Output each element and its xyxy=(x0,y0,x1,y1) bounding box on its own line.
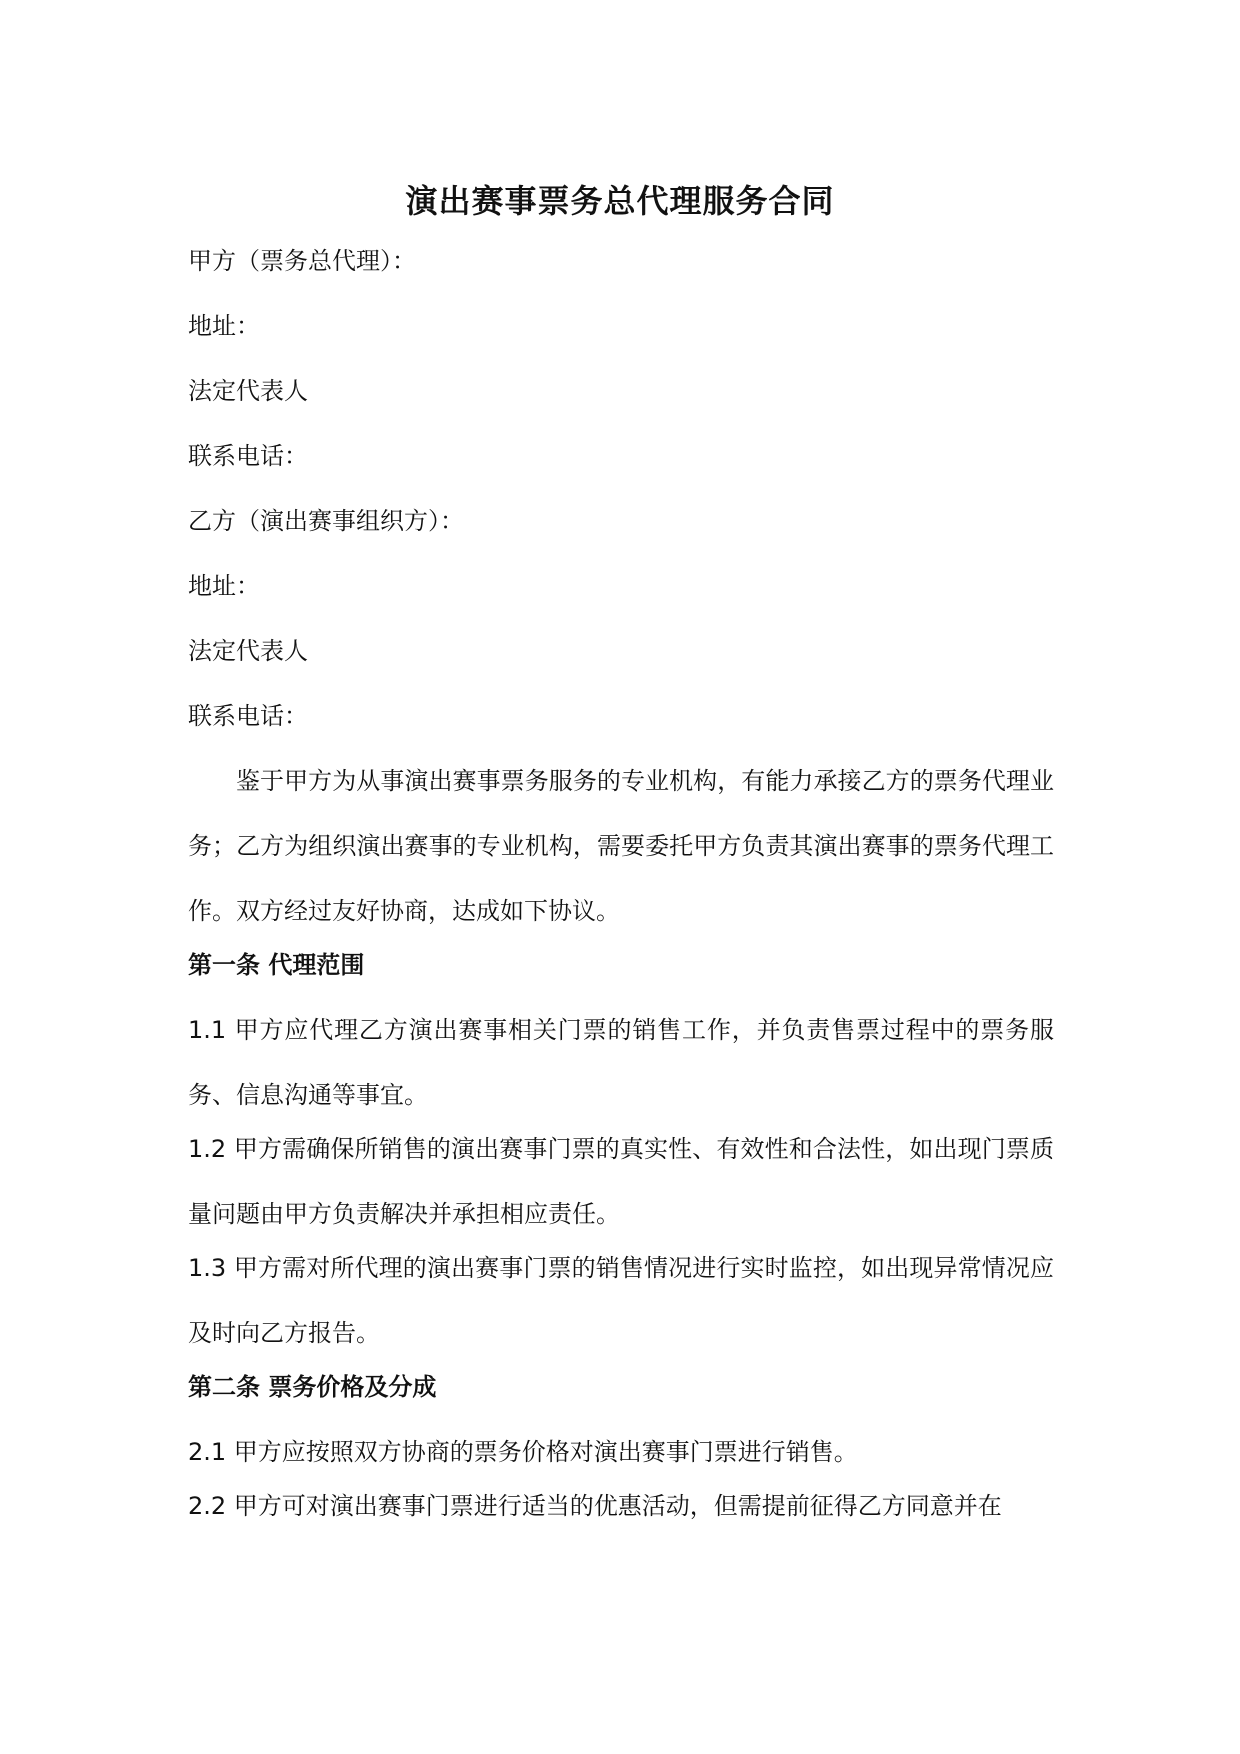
clause-2-1: 2.1 甲方应按照双方协商的票务价格对演出赛事门票进行销售。 xyxy=(188,1438,858,1466)
party-a-address: 地址： xyxy=(188,312,260,340)
party-b-address: 地址： xyxy=(188,572,260,600)
clause-1-3: 1.3 甲方需对所代理的演出赛事门票的销售情况进行实时监控，如出现异常情况应及时向乙方报告。 xyxy=(188,1254,1054,1347)
preamble-paragraph: 鉴于甲方为从事演出赛事票务服务的专业机构，有能力承接乙方的票务代理业务；乙方为组织演出赛事的专业机构，需要委托甲方负责其演出赛事的票务代理工作。双方经过友好协商，达成如下协议。 xyxy=(188,767,1054,925)
article-2-heading: 第二条 票务价格及分成 xyxy=(188,1373,437,1401)
document-title: 演出赛事票务总代理服务合同 xyxy=(405,182,835,220)
clause-1-2: 1.2 甲方需确保所销售的演出赛事门票的真实性、有效性和合法性，如出现门票质量问题由甲方负责解决并承担相应责任。 xyxy=(188,1135,1054,1228)
clause-1-1: 1.1 甲方应代理乙方演出赛事相关门票的销售工作，并负责售票过程中的票务服务、信息沟通等事宜。 xyxy=(188,1016,1054,1109)
party-b-legal-rep: 法定代表人 xyxy=(188,637,308,665)
party-b-phone: 联系电话： xyxy=(188,702,308,730)
article-1-heading: 第一条 代理范围 xyxy=(188,951,365,979)
party-b-label: 乙方（演出赛事组织方）： xyxy=(188,507,464,535)
clause-2-2: 2.2 甲方可对演出赛事门票进行适当的优惠活动，但需提前征得乙方同意并在 xyxy=(188,1492,1002,1520)
party-a-label: 甲方（票务总代理）： xyxy=(188,247,416,275)
party-a-phone: 联系电话： xyxy=(188,442,308,470)
party-a-legal-rep: 法定代表人 xyxy=(188,377,308,405)
document-body xyxy=(188,240,1054,1539)
